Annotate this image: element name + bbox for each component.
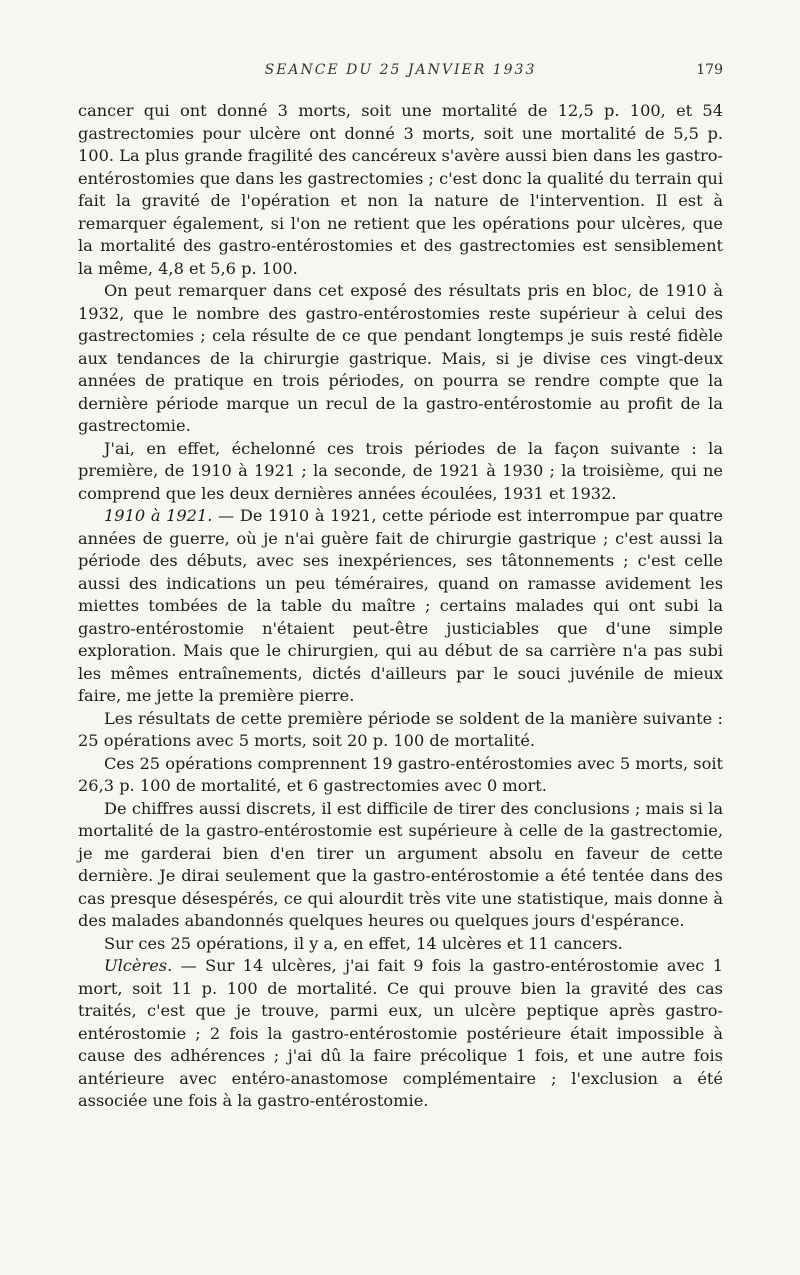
paragraph-1 <box>78 100 723 280</box>
paragraph-8 <box>78 933 723 956</box>
running-title: SEANCE DU 25 JANVIER 1933 <box>264 62 537 78</box>
paragraph-text: — Sur 14 ulcères, j'ai fait 9 fois la gastro-entérostomie avec 1 mort, soit 11 p. 100 de mortalité. Ce qui prouve bien la gravité des cas traités, c'est que je trouve, parmi eux, un ulcère peptique après gastro-entérostomie ; 2 fois la gastro-entérostomie postérieure était impossible à cause des adhérences ; j'ai dû la faire précolique 1 fois, et une autre fois antérieure avec entéro-anastomose complémentaire ; l'exclusion a été associée une fois à la gastro-entérostomie. <box>78 956 723 1110</box>
paragraph-5 <box>78 708 723 753</box>
paragraph-text: Sur ces 25 opérations, il y a, en effet, 14 ulcères et 11 cancers. <box>104 933 623 953</box>
paragraph-text: On peut remarquer dans cet exposé des résultats pris en bloc, de 1910 à 1932, que le nombre des gastro-entérostomies reste supérieur à celui des gastrectomies ; cela résulte de ce que pendant longtemps je suis resté fidèle aux tendances de la chirurgie gastrique. Mais, si je divise ces vingt-deux années de pratique en trois périodes, on pourra se rendre compte que la dernière période marque un recul de la gastro-entérostomie au profit de la gastrectomie. <box>78 281 723 435</box>
paragraph-6 <box>78 753 723 798</box>
page-header <box>78 62 723 84</box>
page-number: 179 <box>696 62 723 78</box>
paragraph-text: De chiffres aussi discrets, il est difficile de tirer des conclusions ; mais si la mortalité de la gastro-entérostomie est supérieure à celle de la gastrectomie, je me garderai bien d'en tirer un argument absolu en faveur de cette dernière. Je dirai seulement que la gastro-entérostomie a été tentée dans des cas presque désespérés, ce qui alourdit très vite une statistique, mais donne à des malades abandonnés quelques heures ou quelques jours d'espérance. <box>78 798 723 930</box>
section-lead: 1910 à 1921. <box>104 506 213 525</box>
paragraph-3 <box>78 438 723 506</box>
paragraph-7 <box>78 798 723 933</box>
paragraph-4 <box>78 505 723 708</box>
paragraph-text: J'ai, en effet, échelonné ces trois périodes de la façon suivante : la première, de 1910 à 1921 ; la seconde, de 1921 à 1930 ; la troisième, qui ne comprend que les deux dernières années écoulées, 1931 et 1932. <box>78 438 723 503</box>
section-lead: Ulcères. <box>104 956 173 975</box>
paragraph-text: cancer qui ont donné 3 morts, soit une mortalité de 12,5 p. 100, et 54 gastrectomies pour ulcère ont donné 3 morts, soit une mortalité de 5,5 p. 100. La plus grande fragilité des cancéreux s'avère aussi bien dans les gastro-entérostomies que dans les gastrectomies ; c'est donc la qualité du terrain qui fait la gravité de l'opération et non la nature de l'intervention. Il est à remarquer également, si l'on ne retient que les opérations pour ulcères, que la mortalité des gastro-entérostomies et des gastrectomies est sensiblement la même, 4,8 et 5,6 p. 100. <box>78 101 723 278</box>
paragraph-text: Les résultats de cette première période se soldent de la manière suivante : 25 opérations avec 5 morts, soit 20 p. 100 de mortalité. <box>78 708 723 750</box>
paragraph-text: Ces 25 opérations comprennent 19 gastro-entérostomies avec 5 morts, soit 26,3 p. 100 de mortalité, et 6 gastrectomies avec 0 mort. <box>78 753 723 795</box>
paragraph-2 <box>78 280 723 438</box>
paragraph-text: — De 1910 à 1921, cette période est interrompue par quatre années de guerre, où je n'ai guère fait de chirurgie gastrique ; c'est aussi la période des débuts, avec ses inexpériences, ses tâtonnements ; c'est celle aussi des indications un peu téméraires, quand on ramasse avidement les miettes tombées de la table du maître ; certains malades qui ont subi la gastro-entérostomie n'étaient peut-être justiciables que d'une simple exploration. Mais que le chirurgien, qui au début de sa carrière n'a pas subi les mêmes entraînements, dictés d'ailleurs par le souci juvénile de mieux faire, me jette la première pierre. <box>78 506 723 705</box>
body-text <box>78 100 723 1113</box>
paragraph-9 <box>78 955 723 1113</box>
